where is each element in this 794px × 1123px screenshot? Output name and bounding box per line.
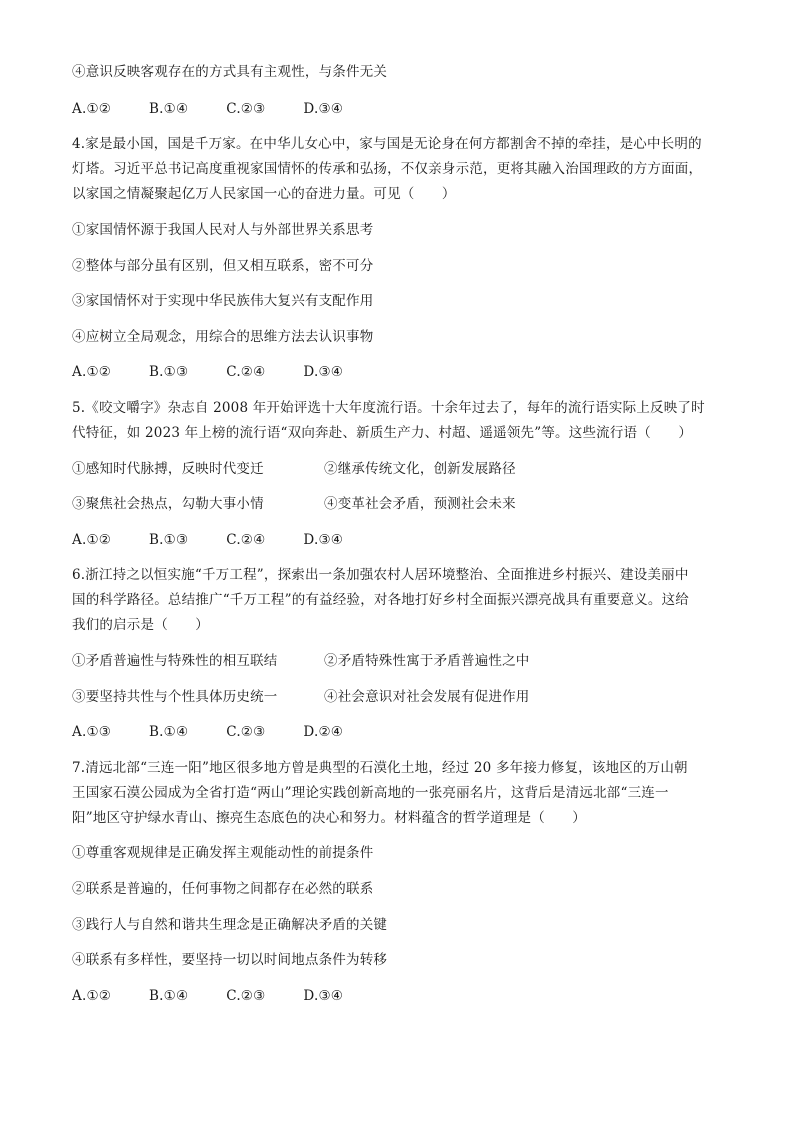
answer-b: B.①④ xyxy=(149,724,189,740)
question-7-stem-line: 王国家石漠公园成为全省打造“两山”理论实践创新高地的一张亮丽名片，这背后是清远北部“三连一 xyxy=(72,785,669,801)
question-6-stem-line: 我们的启示是（ ） xyxy=(72,617,209,633)
option-item: ①尊重客观规律是正确发挥主观能动性的前提条件 xyxy=(72,845,374,861)
question-4-stem-line: 灯塔。习近平总书记高度重视家国情怀的传承和弘扬，不仅亲身示范，更将其融入治国理政的方方面面， xyxy=(72,161,703,177)
option-item: ①感知时代脉搏，反映时代变迁 xyxy=(72,461,264,477)
question-6-stem-line: 国的科学路径。总结推广“千万工程”的有益经验，对各地打好乡村全面振兴漂亮战具有重要意义。这给 xyxy=(72,592,690,608)
question-6-stem-line: 6.浙江持之以恒实施“千万工程”，探索出一条加强农村人居环境整治、全面推进乡村振兴、建设美丽中 xyxy=(72,567,689,583)
option-item: ④联系有多样性，要坚持一切以时间地点条件为转移 xyxy=(72,952,388,968)
answer-b: B.①③ xyxy=(149,364,189,380)
option-item: ①矛盾普遍性与特殊性的相互联结 xyxy=(72,653,278,669)
answer-a: A.①③ xyxy=(72,724,112,740)
answer-c: C.②③ xyxy=(226,101,266,117)
option-item: ④社会意识对社会发展有促进作用 xyxy=(324,689,530,705)
answer-a: A.①② xyxy=(72,532,112,548)
answer-c: C.②④ xyxy=(226,532,266,548)
answer-choices xyxy=(72,722,381,742)
answer-choices xyxy=(72,986,381,1006)
option-item: ③践行人与自然和谐共生理念是正确解决矛盾的关键 xyxy=(72,917,388,933)
question-5-stem-line: 代特征，如 2023 年上榜的流行语“双向奔赴、新质生产力、村超、遥遥领先”等。这些流行语（ ） xyxy=(72,425,693,441)
question-4-stem-line: 4.家是最小国，国是千万家。在中华儿女心中，家与国是无论身在何方都割舍不掉的牵挂，是心中长明的 xyxy=(72,136,702,152)
answer-a: A.①② xyxy=(72,364,112,380)
answer-c: C.②④ xyxy=(226,364,266,380)
answer-b: B.①④ xyxy=(149,988,189,1004)
answer-d: D.②④ xyxy=(303,724,344,740)
answer-c: C.②③ xyxy=(226,988,266,1004)
option-row xyxy=(72,494,516,514)
answer-d: D.③④ xyxy=(303,532,344,548)
answer-a: A.①② xyxy=(72,988,112,1004)
option-item: ②整体与部分虽有区别，但又相互联系，密不可分 xyxy=(72,258,374,274)
option-item: ②继承传统文化，创新发展路径 xyxy=(324,461,516,477)
option-item: ②联系是普遍的，任何事物之间都存在必然的联系 xyxy=(72,881,374,897)
option-item: ③聚焦社会热点，勾勒大事小情 xyxy=(72,496,264,512)
answer-b: B.①④ xyxy=(149,101,189,117)
option-item: ③家国情怀对于实现中华民族伟大复兴有支配作用 xyxy=(72,293,374,309)
answer-b: B.①③ xyxy=(149,532,189,548)
question-4-stem-line: 以家国之情凝聚起亿万人民家国一心的奋进力量。可见（ ） xyxy=(72,186,456,202)
answer-choices xyxy=(72,530,381,550)
option-item: ④应树立全局观念，用综合的思维方法去认识事物 xyxy=(72,329,374,345)
option-row xyxy=(72,651,530,671)
answer-d: D.③④ xyxy=(303,364,344,380)
option-row xyxy=(72,687,530,707)
option-item: ①家国情怀源于我国人民对人与外部世界关系思考 xyxy=(72,222,374,238)
option-item: ②矛盾特殊性寓于矛盾普遍性之中 xyxy=(324,653,530,669)
option-row xyxy=(72,459,516,479)
answer-d: D.③④ xyxy=(303,101,344,117)
option-item: ④变革社会矛盾，预测社会未来 xyxy=(324,496,516,512)
answer-d: D.③④ xyxy=(303,988,344,1004)
question-5-stem-line: 5.《咬文嚼字》杂志自 2008 年开始评选十大年度流行语。十余年过去了，每年的流行语实际上反映了时 xyxy=(72,400,705,416)
option-item: ③要坚持共性与个性具体历史统一 xyxy=(72,689,278,705)
answer-a: A.①② xyxy=(72,101,112,117)
answer-c: C.②③ xyxy=(226,724,266,740)
question-7-stem-line: 7.清远北部“三连一阳”地区很多地方曾是典型的石漠化土地，经过 20 多年接力修复，该地区的万山朝 xyxy=(72,760,688,776)
answer-choices xyxy=(72,99,381,119)
question-7-stem-line: 阳”地区守护绿水青山、擦亮生态底色的决心和努力。材料蕴含的哲学道理是（ ） xyxy=(72,810,587,826)
answer-choices xyxy=(72,362,381,382)
option-item: ④意识反映客观存在的方式具有主观性，与条件无关 xyxy=(72,64,388,80)
